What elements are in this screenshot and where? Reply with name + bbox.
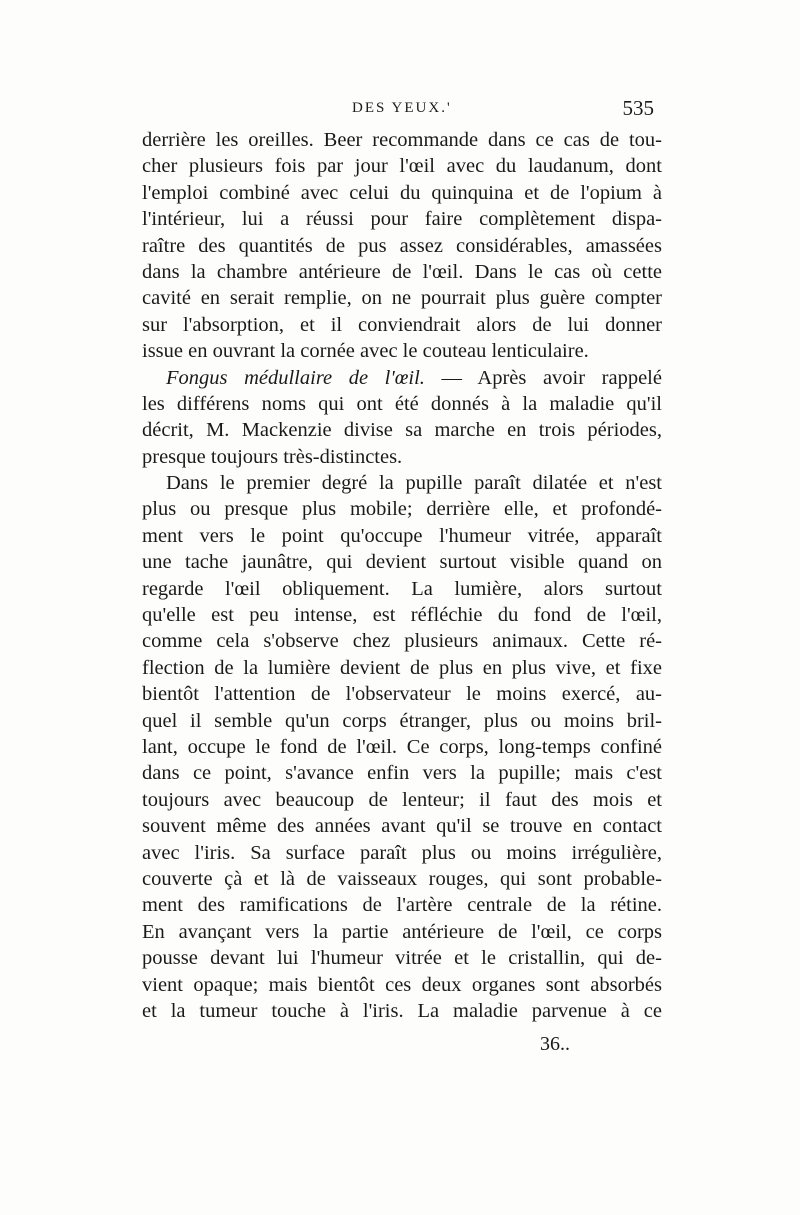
text-line: regarde l'œil obliquement. La lumière, alors surtout	[142, 577, 662, 600]
text-fragment: — Après avoir rappelé	[424, 366, 662, 389]
text-line: sur l'absorption, et il conviendrait alors de lui donner	[142, 313, 662, 336]
section-heading-line	[142, 365, 662, 391]
text-line: avec l'iris. Sa surface paraît plus ou moins irrégulière,	[142, 841, 662, 864]
text-line: derrière les oreilles. Beer recommande dans ce cas de tou-	[142, 129, 662, 151]
text-line: l'emploi combiné avec celui du quinquina et de l'opium à	[142, 181, 662, 204]
text-line: toujours avec beaucoup de lenteur; il faut des mois et	[142, 788, 662, 811]
text-line: comme cela s'observe chez plusieurs animaux. Cette ré-	[142, 630, 662, 653]
text-line: raître des quantités de pus assez considérables, amassées	[142, 234, 662, 257]
text-line: décrit, M. Mackenzie divise sa marche en trois périodes,	[142, 419, 662, 442]
text-line: et la tumeur touche à l'iris. La maladie parvenue à ce	[142, 999, 662, 1022]
text-line: couverte çà et là de vaisseaux rouges, qui sont probable-	[142, 867, 662, 890]
text-line: lant, occupe le fond de l'œil. Ce corps, long-temps confiné	[142, 735, 662, 758]
text-line: flection de la lumière devient de plus en plus vive, et fixe	[142, 656, 662, 679]
text-line: issue en ouvrant la cornée avec le couteau lenticulaire.	[142, 340, 589, 363]
text-line: souvent même des années avant qu'il se trouve en contact	[142, 815, 662, 838]
text-line: cher plusieurs fois par jour l'œil avec du laudanum, dont	[142, 155, 662, 178]
text-line: les différens noms qui ont été donnés à la maladie qu'il	[142, 392, 662, 415]
text-line: quel il semble qu'un corps étranger, plus ou moins bril-	[142, 709, 662, 732]
text-line: plus ou presque plus mobile; derrière elle, et profondé-	[142, 498, 662, 521]
running-head	[140, 96, 660, 126]
text-line: Dans le premier degré la pupille paraît dilatée et n'est	[166, 472, 662, 495]
text-line: dans la chambre antérieure de l'œil. Dans le cas où cette	[142, 260, 662, 283]
text-line: pousse devant lui l'humeur vitrée et le cristallin, qui de-	[142, 947, 662, 970]
text-line: l'intérieur, lui a réussi pour faire complètement dispa-	[142, 208, 662, 231]
text-line: presque toujours très-distinctes.	[142, 445, 403, 468]
text-line: vient opaque; mais bientôt ces deux organes sont absorbés	[142, 973, 662, 996]
text-line: En avançant vers la partie antérieure de l'œil, ce corps	[142, 920, 662, 943]
page-number: 535	[622, 96, 654, 120]
text-line: dans ce point, s'avance enfin vers la pupille; mais c'est	[142, 762, 662, 785]
text-line: bientôt l'attention de l'observateur le moins exercé, au-	[142, 683, 662, 706]
text-line: cavité en serait remplie, on ne pourrait plus guère compter	[142, 287, 662, 310]
text-line: qu'elle est peu intense, est réfléchie du fond de l'œil,	[142, 604, 662, 627]
signature-mark: 36..	[540, 1033, 570, 1055]
section-heading: Fongus médullaire de l'œil.	[166, 366, 425, 389]
text-line: ment vers le point qu'occupe l'humeur vitrée, apparaît	[142, 524, 662, 547]
text-line: ment des ramifications de l'artère centrale de la rétine.	[142, 894, 662, 917]
body-text	[142, 127, 662, 1024]
running-title: DES YEUX.'	[352, 100, 452, 116]
text-line: une tache jaunâtre, qui devient surtout visible quand on	[142, 551, 662, 574]
